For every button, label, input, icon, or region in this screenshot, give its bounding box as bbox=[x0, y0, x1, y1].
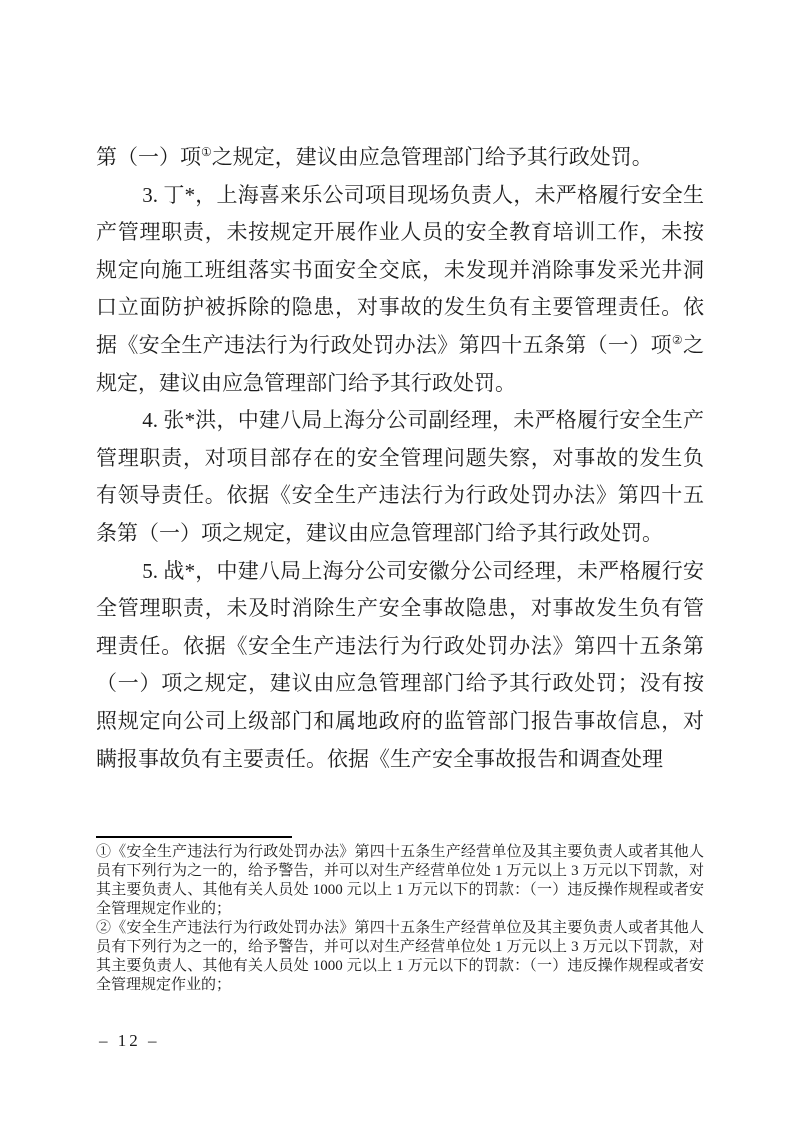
paragraph-text: 3. 丁*，上海喜来乐公司项目现场负责人，未严格履行安全生产管理职责，未按规定开展作业人员的安全教育培训工作，未按规定向施工班组落实书面安全交底，未发现并消除事发采光井洞口立面防护被拆除的隐患，对事故的发生负有主要管理责任。依据《安全生产违法行为行政处罚办法》第四十五条第（一）项 bbox=[96, 182, 704, 357]
paragraph-text: 5. 战*，中建八局上海分公司安徽分公司经理，未严格履行安全管理职责，未及时消除生产安全事故隐患，对事故发生负有管理责任。依据《安全生产违法行为行政处罚办法》第四十五条第（一）项之规定，建议由应急管理部门给予其行政处罚；没有按照规定向公司上级部门和属地政府的监管部门报告事故信息，对瞒报事故负有主要责任。依据《生产安全事故报告和调查处理 bbox=[96, 558, 704, 771]
paragraph-text: 4. 张*洪，中建八局上海分公司副经理，未严格履行安全生产管理职责，对项目部存在的安全管理问题失察，对事故的发生负有领导责任。依据《安全生产违法行为行政处罚办法》第四十五条第（一）项之规定，建议由应急管理部门给予其行政处罚。 bbox=[96, 408, 704, 545]
paragraph-continuation bbox=[96, 139, 704, 177]
footnote-ref-2: ② bbox=[671, 332, 683, 347]
paragraph-item-5 bbox=[96, 553, 704, 779]
body-text bbox=[96, 139, 704, 778]
footnote-text: 《安全生产违法行为行政处罚办法》第四十五条生产经营单位及其主要负责人或者其他人员有下列行为之一的，给予警告，并可以对生产经营单位处 1 万元以上 3 万元以下罚款，对其主要负责人、其他有关人员处 1000 元以上 1 万元以下的罚款：（一）违反操作规程或者安全管理规定作业的； bbox=[96, 920, 704, 993]
paragraph-text: 第（一）项 bbox=[96, 145, 201, 169]
paragraph-text: 之规定，建议由应急管理部门给予其行政处罚。 bbox=[211, 145, 653, 169]
footnote-1 bbox=[96, 843, 704, 919]
paragraph-text: 之规定，建议由应急管理部门给予其行政处罚。 bbox=[96, 332, 704, 395]
footnote-ref-1: ① bbox=[201, 145, 212, 159]
footnote-marker: ① bbox=[96, 844, 112, 860]
footnote-marker: ② bbox=[96, 920, 112, 936]
footnote-2 bbox=[96, 919, 704, 995]
page-number: – 12 – bbox=[99, 1031, 160, 1050]
footnote-text: 《安全生产违法行为行政处罚办法》第四十五条生产经营单位及其主要负责人或者其他人员有下列行为之一的，给予警告，并可以对生产经营单位处 1 万元以上 3 万元以下罚款，对其主要负责人、其他有关人员处 1000 元以上 1 万元以下的罚款：（一）违反操作规程或者安全管理规定作业的； bbox=[96, 844, 704, 917]
footnote-separator bbox=[96, 836, 292, 838]
paragraph-item-4 bbox=[96, 402, 704, 552]
paragraph-item-3 bbox=[96, 177, 704, 403]
footnote-area bbox=[96, 836, 704, 995]
